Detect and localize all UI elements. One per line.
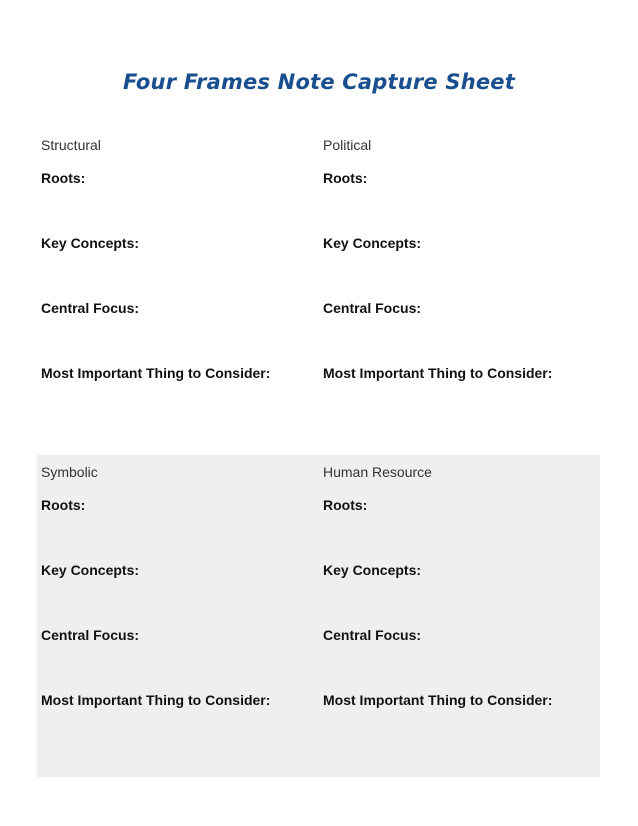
frame-symbolic [41,455,311,777]
key-concepts-label: Key Concepts: [41,562,140,578]
frame-name: Political [323,137,372,153]
key-concepts-label: Key Concepts: [41,235,140,251]
roots-label: Roots: [41,170,86,186]
central-focus-label: Central Focus: [41,627,140,643]
top-frames-panel [37,128,600,450]
roots-label: Roots: [323,497,368,513]
roots-label: Roots: [41,497,86,513]
most-important-label: Most Important Thing to Consider: [41,365,271,381]
most-important-label: Most Important Thing to Consider: [41,692,271,708]
frame-name: Symbolic [41,464,98,480]
frame-name: Human Resource [323,464,432,480]
central-focus-label: Central Focus: [323,300,422,316]
most-important-label: Most Important Thing to Consider: [323,365,553,381]
frame-structural [41,128,311,450]
key-concepts-label: Key Concepts: [323,235,422,251]
page-title: Four Frames Note Capture Sheet [123,70,515,94]
most-important-label: Most Important Thing to Consider: [323,692,553,708]
central-focus-label: Central Focus: [41,300,140,316]
frame-political [323,128,593,450]
bottom-frames-panel [37,455,600,777]
roots-label: Roots: [323,170,368,186]
frame-human-resource [323,455,593,777]
frame-name: Structural [41,137,101,153]
central-focus-label: Central Focus: [323,627,422,643]
key-concepts-label: Key Concepts: [323,562,422,578]
